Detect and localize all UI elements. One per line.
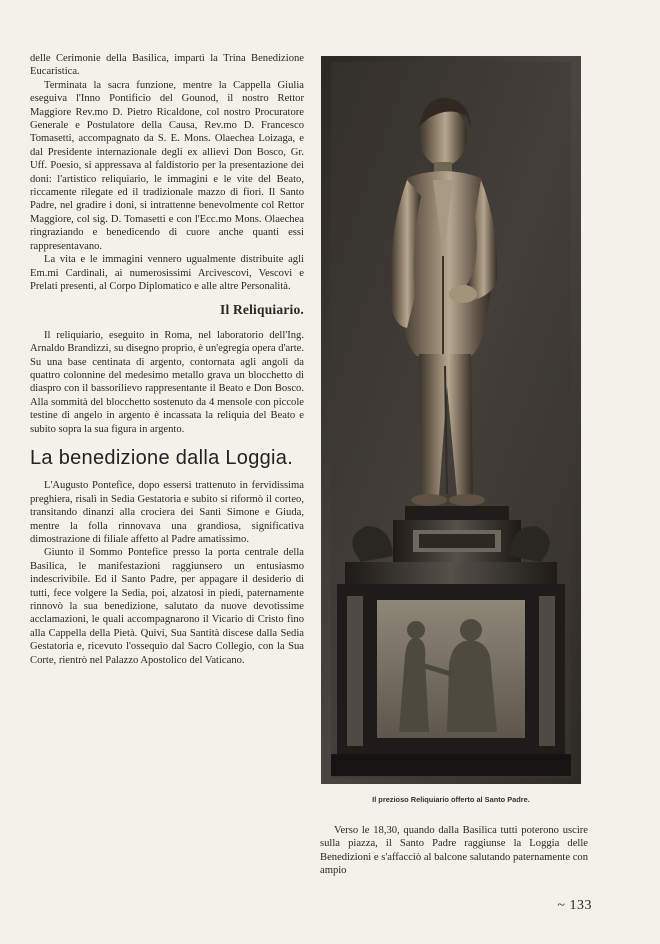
paragraph-reliquiario: Il reliquiario, eseguito in Roma, nel laboratorio dell'Ing. Arnaldo Brandizzi, su disegno proprio, è un'egregia opera d'arte. Su una base centinata di argento, contornata agli angoli da quattro colonnine del medesimo metallo grava un blocchetto di diaspro con il bassorilievo rappresentante il Beato e Don Bosco. Alla sommità del blocchetto sostenuto da 4 mensole con piccole testine di angelo in argento è incassata la reliquia del Beato e subito sopra la sua figura in argento. (30, 329, 304, 435)
paragraph-piazza: Verso le 18,30, quando dalla Basilica tutti poterono uscire sulla piazza, il Santo Padre raggiunse la Loggia delle Benedizioni e s'affacciò al balcone salutando paternamente con ampio (320, 825, 588, 877)
figure-caption: Il prezioso Reliquiario offerto al Santo Padre. (372, 795, 530, 804)
reliquary-photo (321, 56, 581, 784)
paragraph-presentation: Terminata la sacra funzione, mentre la Cappella Giulia eseguiva l'Inno Pontificio del Gounod, il nostro Rettor Maggiore Rev.mo D. Pietro Ricaldone, col nostro Procuratore Generale e Postulatore della Causa, Rev.mo D. Francesco Tomasetti, accompagnato da S. E. Mons. Olaechea Loizaga, e dal Presidente internazionale degli ex allievi Don Bosco, Gr. Uff. Poesio, si appressava al faldistorio per la presentazione dei doni: l'artistico reliquiario, le immagini e le vite del Beato, riccamente rilegate ed il tradizionale mazzo di fiori. Il Santo Padre, nel gradire i doni, si intrattenne benevolmente col Rettor Maggiore, col sig. D. Tomasetti e con l'Ecc.mo Mons. Olaechea ringraziando e benedicendo di cuore anche quanti essi rappresentavano. (30, 79, 304, 252)
paragraph-porta-centrale: Giunto il Sommo Pontefice presso la porta centrale della Basilica, le manifestazioni raggiunsero un entusiasmo indescrivibile. Ed il Santo Padre, per appagare il desiderio di tutti, fece volgere la Sedia, poi, alzatosi in piedi, paternamente rinnovò la sua benedizione, salutato da nuove devotissime acclamazioni, le quali accompagnarono il Vicario di Cristo fino alla Cappella della Pietà. Quivi, Sua Santità discese dalla Sedia Gestatoria e, ricevuto l'ossequio dal Sacro Collegio, con la Sua Corte, rientrò nel Palazzo Apostolico del Vaticano. (30, 547, 304, 666)
left-text-column (30, 52, 304, 667)
paragraph-distribution: La vita e le immagini vennero ugualmente distribuite agli Em.mi Cardinali, ai numerosissimi Arcivescovi, Vescovi e Prelati presenti, al Corpo Diplomatico e alle altre Personalità. (30, 254, 304, 292)
section-title-loggia: La benedizione dalla Loggia. (30, 446, 294, 469)
subheading-reliquiario: Il Reliquiario. (219, 302, 304, 318)
right-text-column (320, 824, 588, 878)
paragraph-continuation: delle Cerimonie della Basilica, impartì la Trina Benedizione Eucaristica. (30, 53, 304, 78)
reliquary-statue-illustration (321, 56, 581, 784)
paragraph-pontefice: L'Augusto Pontefice, dopo essersi trattenuto in fervidissima preghiera, risalì in Sedia Gestatoria e subito si riformò il corteo, transitando dinanzi alla crociera dei Santi Simone e Giuda, mentre la folla rinnovava una grandiosa, significativa dimostrazione di filiale affetto al Padre amatissimo. (30, 480, 304, 545)
page-number: ~ 133 (557, 898, 592, 913)
